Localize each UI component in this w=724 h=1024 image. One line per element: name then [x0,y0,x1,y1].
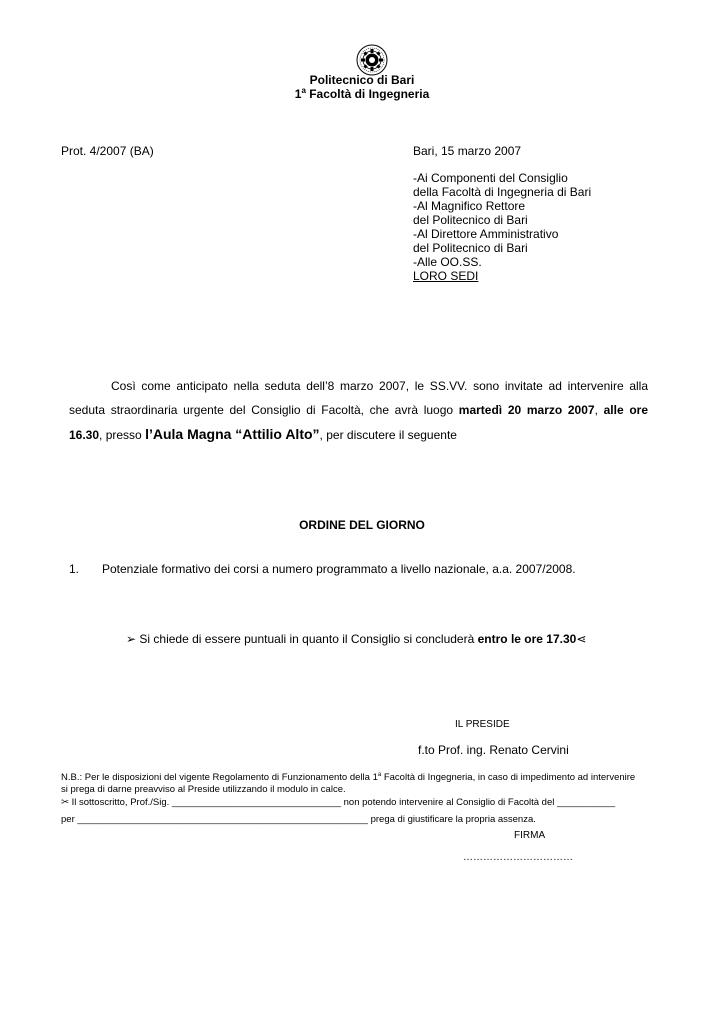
faculty-number: 1 [294,87,302,101]
note-end-icon: ⋖ [576,632,587,646]
date-blank-field[interactable]: ___________ [557,797,616,808]
recipient-line: della Facoltà di Ingegneria di Bari [413,185,592,199]
recipient-line: -Alle OO.SS. [413,255,482,269]
body-text: Così come anticipato nella seduta dell’8 marzo 2007, le SS.VV. sono invitate ad intervenire alla seduta straordinaria urgente del Consiglio di Facoltà, che avrà luogo [69,379,648,417]
meeting-location: l’Aula Magna “Attilio Alto” [145,426,320,442]
nb-text: non potendo intervenire al Consiglio di Facoltà del [341,797,557,808]
institution-name: Politecnico di Bari [309,73,415,87]
faculty-name [0,87,724,101]
nb-text: Facoltà di Ingegneria, in caso di impedimento ad intervenire [381,772,636,783]
scissors-icon: ✂ [61,797,69,808]
body-text-end: , per discutere il seguente [319,428,457,442]
body-paragraph [69,374,648,447]
body-text-presso: , presso [99,428,146,442]
note-text: Si chiede di essere puntuali in quanto il Consiglio si concluderà [136,632,478,646]
meeting-time: alle ore 16.30 [69,403,649,442]
name-blank-field[interactable]: ________________________________ [171,797,341,808]
agenda-item-number: 1. [69,562,80,576]
nb-text: prega di giustificare la propria assenza. [367,814,536,825]
agenda-item-text: Potenziale formativo dei corsi a numero programmato a livello nazionale, a.a. 2007/2008. [102,562,576,576]
recipient-line: -Al Direttore Amministrativo [413,227,559,241]
recipient-line: -Al Magnifico Rettore [413,199,526,213]
faculty-label: Facoltà di Ingegneria [305,87,430,101]
reason-blank-field[interactable]: _______________________________________________________ [77,814,368,825]
recipient-line: del Politecnico di Bari [413,241,528,255]
meeting-date: martedì 20 marzo 2007 [458,403,595,417]
arrow-bullet-icon: ➢ [126,632,137,646]
letter-date: Bari, 15 marzo 2007 [413,144,522,158]
nb-text: per [61,814,78,825]
nb-line-3 [61,797,615,809]
signatory-name: f.to Prof. ing. Renato Cervini [418,743,569,757]
recipient-line: -Ai Componenti del Consiglio [413,171,568,185]
nb-superscript: a [377,771,382,778]
institution-seal-icon [356,44,388,76]
nb-text: N.B.: Per le disposizioni del vigente Regolamento di Funzionamento della 1 [61,772,378,783]
nb-line-2: si prega di darne preavviso al Preside utilizzando il modulo in calce. [61,784,346,795]
agenda-title: ORDINE DEL GIORNO [299,518,425,532]
loro-sedi: LORO SEDI [413,269,479,283]
nb-text: Il sottoscritto, Prof./Sig. [68,797,172,808]
nb-line-1 [61,772,635,784]
separator: , [594,403,604,417]
punctuality-note [126,632,586,646]
firma-label: FIRMA [514,830,546,841]
faculty-superscript: a [301,86,306,95]
recipients-block [413,171,591,283]
protocol-number: Prot. 4/2007 (BA) [61,144,154,158]
end-time: entro le ore 17.30 [477,632,577,646]
recipient-line: del Politecnico di Bari [413,213,528,227]
nb-line-4 [61,814,536,826]
signatory-role: IL PRESIDE [455,719,510,730]
signature-line[interactable]: …………………………… [463,852,573,863]
